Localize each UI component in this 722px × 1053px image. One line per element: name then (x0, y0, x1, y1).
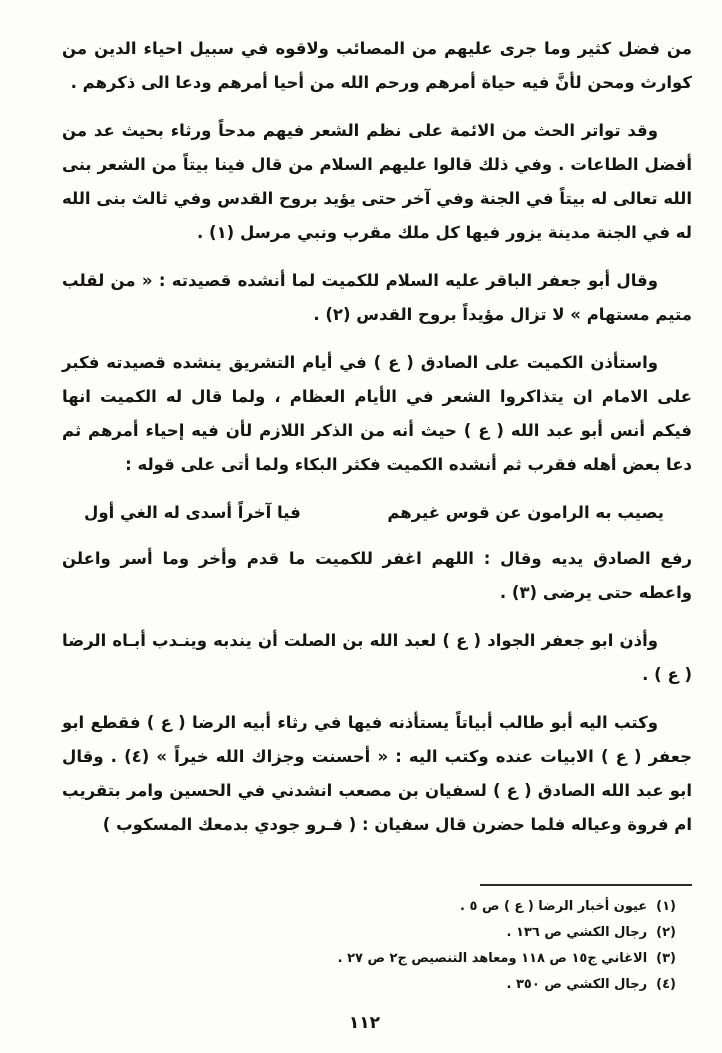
page-body-text (62, 32, 692, 856)
footnote-2-text: رجال الكشي ص ١٣٦ . (506, 925, 648, 940)
footnote-4-marker: (٤) (656, 977, 676, 992)
paragraph-3: وقال أبو جعفر الباقر عليه السلام للكميت لما أنشده قصيدته : « من لقلب متيم مستهام » لا تزال مؤيداً بروح القدس (٢) . (62, 271, 692, 324)
paragraph-6: وأذن ابو جعفر الجواد ( ع ) لعبد الله بن الصلت أن يندبه وينـدب أبـاه الرضا ( ع ) . (62, 631, 692, 684)
paragraph-7: وكتب اليه أبو طالب أبياتاً يستأذنه فيها في رثاء أبيه الرضا ( ع ) فقطع ابو جعفر ( ع ) الابيات عنده وكتب اليه : « أحسنت وجزاك الله خيراً » (٤) . وقال ابو عبد الله الصادق ( ع ) لسفيان بن مصعب انشدني في الحسين وامر بتقريب ام فروة وعياله فلما حضرن قال سفيان : ( فـرو جودي بدمعك المسكوب ) (62, 713, 692, 834)
footnote-separator (480, 884, 692, 886)
footnote-3 (40, 946, 692, 972)
footnote-2 (40, 920, 692, 946)
footnote-4-text: رجال الكشي ص ٣٥٠ . (506, 977, 648, 992)
paragraph-5: رفع الصادق يديه وقال : اللهم اغفر للكميت ما قدم وأخر وما أسر واعلن واعطه حتى يرضى (٣) . (62, 549, 692, 602)
paragraph-1: من فضل كثير وما جرى عليهم من المصائب ولاقوه في سبيل احياء الدين من كوارث ومحن لأنَّ فيه حياة أمرهم ورحم الله من أحيا أمرهم ودعا الى ذكرهم . (62, 39, 692, 92)
verse-right-hemistich: يصيب به الرامون عن قوس غيرهم (387, 503, 664, 522)
footnote-3-marker: (٣) (656, 951, 676, 966)
footnote-3-text: الاغاني ج١٥ ص ١١٨ ومعاهد التنصيص ج٢ ص ٢٧ . (337, 951, 648, 966)
paragraph-4: واستأذن الكميت على الصادق ( ع ) في أيام التشريق ينشده قصيدته فكبر على الامام ان يتذاكروا الشعر في الأيام العظام ، ولما قال له الكميت انها فيكم أنس أبو عبد الله ( ع ) حيث أنه من الذكر اللازم لأن فيه إحياء أمرهم ثم دعا بعض أهله فقرب ثم أنشده الكميت فكثر البكاء ولما أتى على قوله : (62, 353, 692, 474)
footnotes-section (40, 884, 692, 998)
footnote-1-text: عيون أخبار الرضا ( ع ) ص ٥ . (460, 899, 648, 914)
verse-left-hemistich: فيا آخراً أسدى له الغي أول (84, 503, 301, 522)
footnote-2-marker: (٢) (656, 925, 676, 940)
poetry-line (84, 496, 664, 530)
page-number: ١١٢ (348, 1013, 381, 1033)
footnote-4 (40, 972, 692, 998)
footnote-1-marker: (١) (656, 899, 676, 914)
footnote-1 (40, 894, 692, 920)
paragraph-2: وقد تواتر الحث من الائمة على نظم الشعر فيهم مدحاً ورثاء بحيث عد من أفضل الطاعات . وفي ذلك قالوا عليهم السلام من قال فينا بيتاً من الشعر بنى الله تعالى له بيتاً في الجنة وفي آخر حتى يؤيد بروح القدس وفي ثالث بنى الله له في الجنة مدينة يزور فيها كل ملك مقرب ونبي مرسل (١) . (62, 121, 692, 242)
